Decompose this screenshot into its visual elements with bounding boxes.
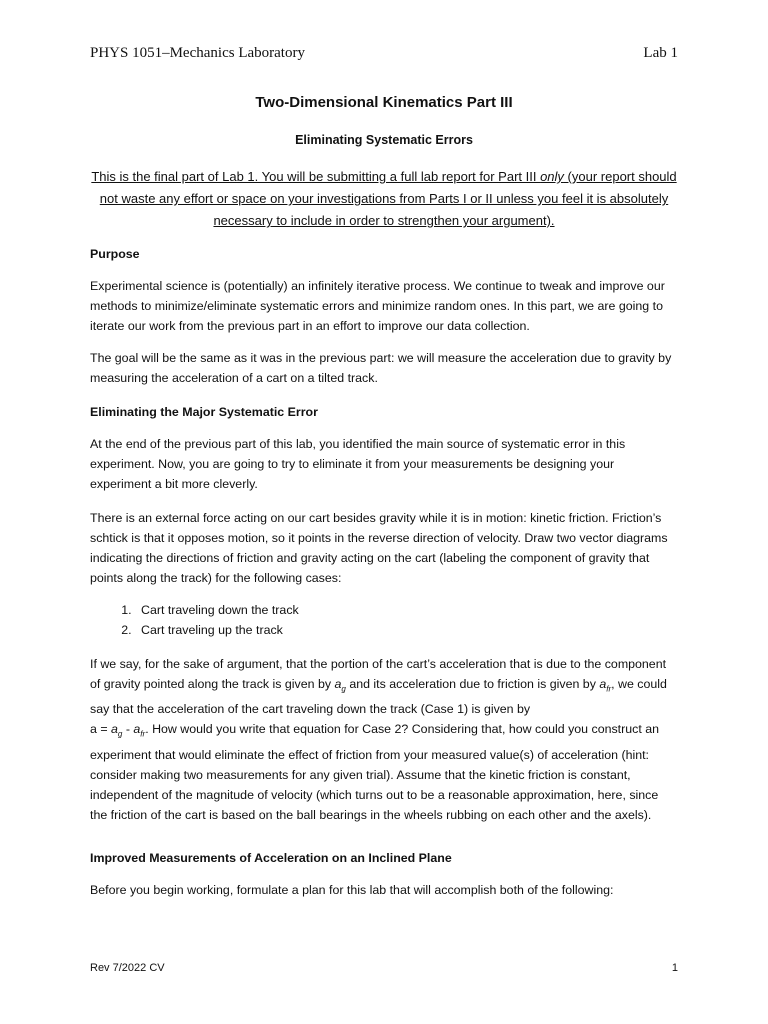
purpose-heading: Purpose bbox=[90, 247, 140, 261]
intro-text-1: This is the final part of Lab 1. You will be submitting a full lab report for Part III bbox=[91, 169, 541, 184]
purpose-paragraph-2: The goal will be the same as it was in the previous part: we will measure the acceleration due to gravity by measuring the acceleration of a cart on a tilted track. bbox=[90, 351, 672, 385]
major-error-paragraph-1: At the end of the previous part of this lab, you identified the main source of systematic error in this experiment. Now, you are going to try to eliminate it from your measurements be designing your experiment a bit more cleverly. bbox=[90, 437, 626, 491]
p3-text-3: , we could say that the acceleration of the cart traveling down the track (Case 1) is given by bbox=[90, 677, 667, 717]
improved-heading: Improved Measurements of Acceleration on an Inclined Plane bbox=[90, 851, 452, 865]
cases-list bbox=[90, 600, 723, 640]
header-lab: Lab 1 bbox=[643, 45, 678, 61]
improved-paragraph-1: Before you begin working, formulate a plan for this lab that will accomplish both of the following: bbox=[90, 883, 614, 897]
header-course: PHYS 1051–Mechanics Laboratory bbox=[90, 45, 305, 61]
p3-text-2: and its acceleration due to friction is given by bbox=[345, 677, 600, 691]
ag-symbol: a bbox=[334, 677, 342, 691]
equation-a: a = bbox=[90, 722, 112, 737]
equation-ag-subscript: g bbox=[117, 729, 123, 739]
purpose-paragraph-1: Experimental science is (potentially) an infinitely iterative process. We continue to tweak and improve our methods to minimize/eliminate systematic errors and minimize random ones. In this part, we are going to iterate our work from the previous part in an effort to improve our data collection. bbox=[90, 279, 665, 333]
equation-minus: - bbox=[122, 722, 134, 737]
page-subtitle: Eliminating Systematic Errors bbox=[295, 133, 473, 147]
page-title: Two-Dimensional Kinematics Part III bbox=[255, 94, 513, 111]
af-symbol: a bbox=[599, 677, 607, 691]
p3-text-4: . How would you write that equation for Case 2? Considering that, how could you construct an experiment that would eliminate the effect of friction from your measured value(s) of acceleration (hint: consider making two measurements for any given trial). Assume that the kinetic friction is constant, independent of the magnitude of velocity (which turns out to be a reasonable approximation, here, since the friction of the cart is based on the ball bearings in the wheels rubbing on each other and the axels). bbox=[90, 722, 659, 822]
equation-af-subscript: fr bbox=[140, 729, 146, 739]
intro-statement bbox=[88, 166, 680, 232]
footer-revision: Rev 7/2022 CV bbox=[90, 962, 165, 974]
major-error-heading: Eliminating the Major Systematic Error bbox=[90, 405, 318, 419]
intro-italic: only bbox=[540, 169, 564, 184]
af-subscript: fr bbox=[606, 684, 612, 694]
list-item: 1. Cart traveling down the track bbox=[135, 600, 723, 620]
footer-page-number: 1 bbox=[671, 962, 678, 974]
major-error-paragraph-2: There is an external force acting on our cart besides gravity while it is in motion: kinetic friction. Friction’s schtick is that it opposes motion, so it points in the reverse direction of velocity. Draw two vector diagrams indicating the directions of friction and gravity acting on the cart (labeling the component of gravity that points along the track) for the following cases: bbox=[90, 511, 668, 585]
p3-text-1: If we say, for the sake of argument, that the portion of the cart’s acceleration that is due to the component of gravity pointed along the track is given by bbox=[90, 657, 667, 691]
equation-af: a bbox=[133, 722, 141, 737]
list-item: 2. Cart traveling up the track bbox=[135, 620, 723, 640]
intro-text-2: (your report should not waste any effort or space on your investigations from Parts I or II unless you feel it is absolutely necessary to include in order to strengthen your argument). bbox=[99, 169, 677, 228]
major-error-paragraph-3 bbox=[90, 654, 678, 825]
ag-subscript: g bbox=[341, 684, 346, 694]
equation-ag: a bbox=[111, 722, 118, 737]
